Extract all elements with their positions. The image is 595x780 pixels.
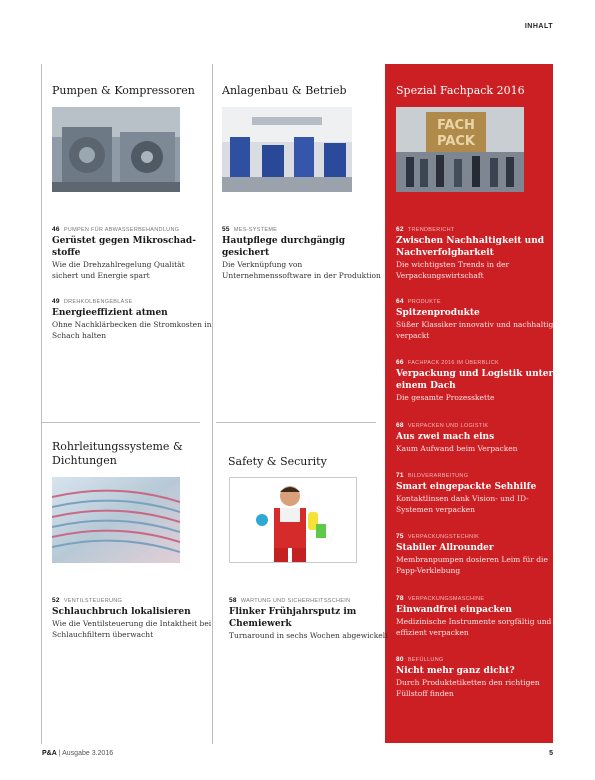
article-headline: Smart eingepackte Sehhilfe <box>396 482 537 492</box>
footer-brand: P&A <box>42 750 57 757</box>
article-teaser: Turnaround in sechs Wochen abgewickelt <box>229 631 389 640</box>
article-headline: Aus zwei mach eins <box>396 432 495 442</box>
article-headline: Flinker Frühjahrsputz im Chemiewerk <box>229 607 357 629</box>
article-71[interactable] <box>396 471 556 515</box>
article-headline: Stabiler Allrounder <box>396 543 494 553</box>
fachpack-logo-line2: PACK <box>436 134 476 149</box>
article-64[interactable] <box>396 297 556 341</box>
article-teaser: Wie die Drehzahlregelung Qualität sichert und Energie spart <box>52 260 185 280</box>
article-teaser: Membranpumpen dosieren Leim für die Papp-Verklebung <box>396 555 548 575</box>
article-kicker: 66 FACHPACK 2016 IM ÜBERBLICK <box>396 359 499 366</box>
article-58[interactable] <box>229 596 389 641</box>
article-headline: Spitzenprodukte <box>396 308 480 318</box>
article-headline: Nicht mehr ganz dicht? <box>396 666 515 676</box>
footer: P&A | Ausgabe 3.2016 <box>42 750 114 757</box>
article-kicker: 52 VENTILSTEUERUNG <box>52 597 123 604</box>
row-divider <box>42 422 200 423</box>
pumps-image <box>52 107 180 192</box>
article-80[interactable] <box>396 655 556 699</box>
article-kicker: 78 VERPACKUNGSMASCHINE <box>396 595 485 602</box>
article-headline: Zwischen Nachhaltigkeit und Nachverfolgbarkeit <box>396 236 545 258</box>
article-kicker: 75 VERPACKUNGSTECHNIK <box>396 533 480 540</box>
article-teaser: Medizinische Instrumente sorgfältig und effizient verpacken <box>396 617 552 637</box>
article-kicker: 64 PRODUKTE <box>396 298 441 305</box>
article-68[interactable] <box>396 421 556 454</box>
section-title-rohrleitung: Rohrleitungssysteme & Dichtungen <box>52 440 183 467</box>
section-title-anlagenbau: Anlagenbau & Betrieb <box>222 84 347 97</box>
page-number: 5 <box>549 750 553 757</box>
tubes-image <box>52 477 180 563</box>
article-kicker: 58 WARTUNG UND SICHERHEITSSCHEIN <box>229 597 351 604</box>
row-divider <box>216 422 376 423</box>
article-teaser: Die Verknüpfung von Unternehmenssoftware in der Produktion <box>222 260 381 280</box>
article-kicker: 71 BILDVERARBEITUNG <box>396 472 469 479</box>
article-teaser: Kaum Aufwand beim Verpacken <box>396 444 518 453</box>
section-title-safety: Safety & Security <box>228 455 327 468</box>
fachpack-image <box>396 107 524 192</box>
article-teaser: Süßer Klassiker innovativ und nachhaltig verpackt <box>396 320 554 340</box>
article-headline: Schlauchbruch lokalisieren <box>52 607 191 617</box>
article-teaser: Kontaktlinsen dank Vision- und ID-Systemen verpacken <box>396 494 529 514</box>
section-label: INHALT <box>524 23 553 30</box>
section-title-spezial: Spezial Fachpack 2016 <box>396 84 525 97</box>
column-divider <box>41 64 42 744</box>
footer-issue: Ausgabe 3.2016 <box>62 750 114 757</box>
article-teaser: Durch Produktetiketten den richtigen Füllstoff finden <box>396 678 540 698</box>
article-62[interactable] <box>396 225 556 281</box>
article-headline: Gerüstet gegen Mikroschad- stoffe <box>52 236 196 258</box>
article-kicker: 80 BEFÜLLUNG <box>396 656 444 663</box>
column-divider <box>212 64 213 744</box>
plant-image <box>222 107 352 192</box>
article-55[interactable] <box>222 225 382 281</box>
article-headline: Einwandfrei einpacken <box>396 605 512 615</box>
article-46[interactable] <box>52 225 212 281</box>
article-kicker: 55 MES-SYSTEME <box>222 226 278 233</box>
article-kicker: 68 VERPACKEN UND LOGISTIK <box>396 422 489 429</box>
article-78[interactable] <box>396 594 556 638</box>
article-kicker: 46 PUMPEN FÜR ABWASSERBEHANDLUNG <box>52 226 180 233</box>
article-kicker: 62 TRENDBERICHT <box>396 226 455 233</box>
article-49[interactable] <box>52 297 212 341</box>
article-teaser: Wie die Ventilsteuerung die Intaktheit bei Schlauchfiltern überwacht <box>52 619 212 639</box>
article-75[interactable] <box>396 532 556 576</box>
article-teaser: Die wichtigsten Trends in der Verpackungswirtschaft <box>396 260 510 280</box>
article-66[interactable] <box>396 358 556 403</box>
safety-image <box>229 477 357 563</box>
article-headline: Hautpflege durchgängig gesichert <box>222 236 346 258</box>
article-kicker: 49 DREHKOLBENGEBLÄSE <box>52 298 133 305</box>
fachpack-logo-line1: FACH <box>437 118 475 133</box>
article-teaser: Die gesamte Prozesskette <box>396 393 495 402</box>
article-52[interactable] <box>52 596 212 640</box>
article-teaser: Ohne Nachklärbecken die Stromkosten in Schach halten <box>52 320 212 340</box>
section-title-pumpen: Pumpen & Kompressoren <box>52 84 195 97</box>
article-headline: Energieeffizient atmen <box>52 308 168 318</box>
article-headline: Verpackung und Logistik unter einem Dach <box>396 369 554 391</box>
